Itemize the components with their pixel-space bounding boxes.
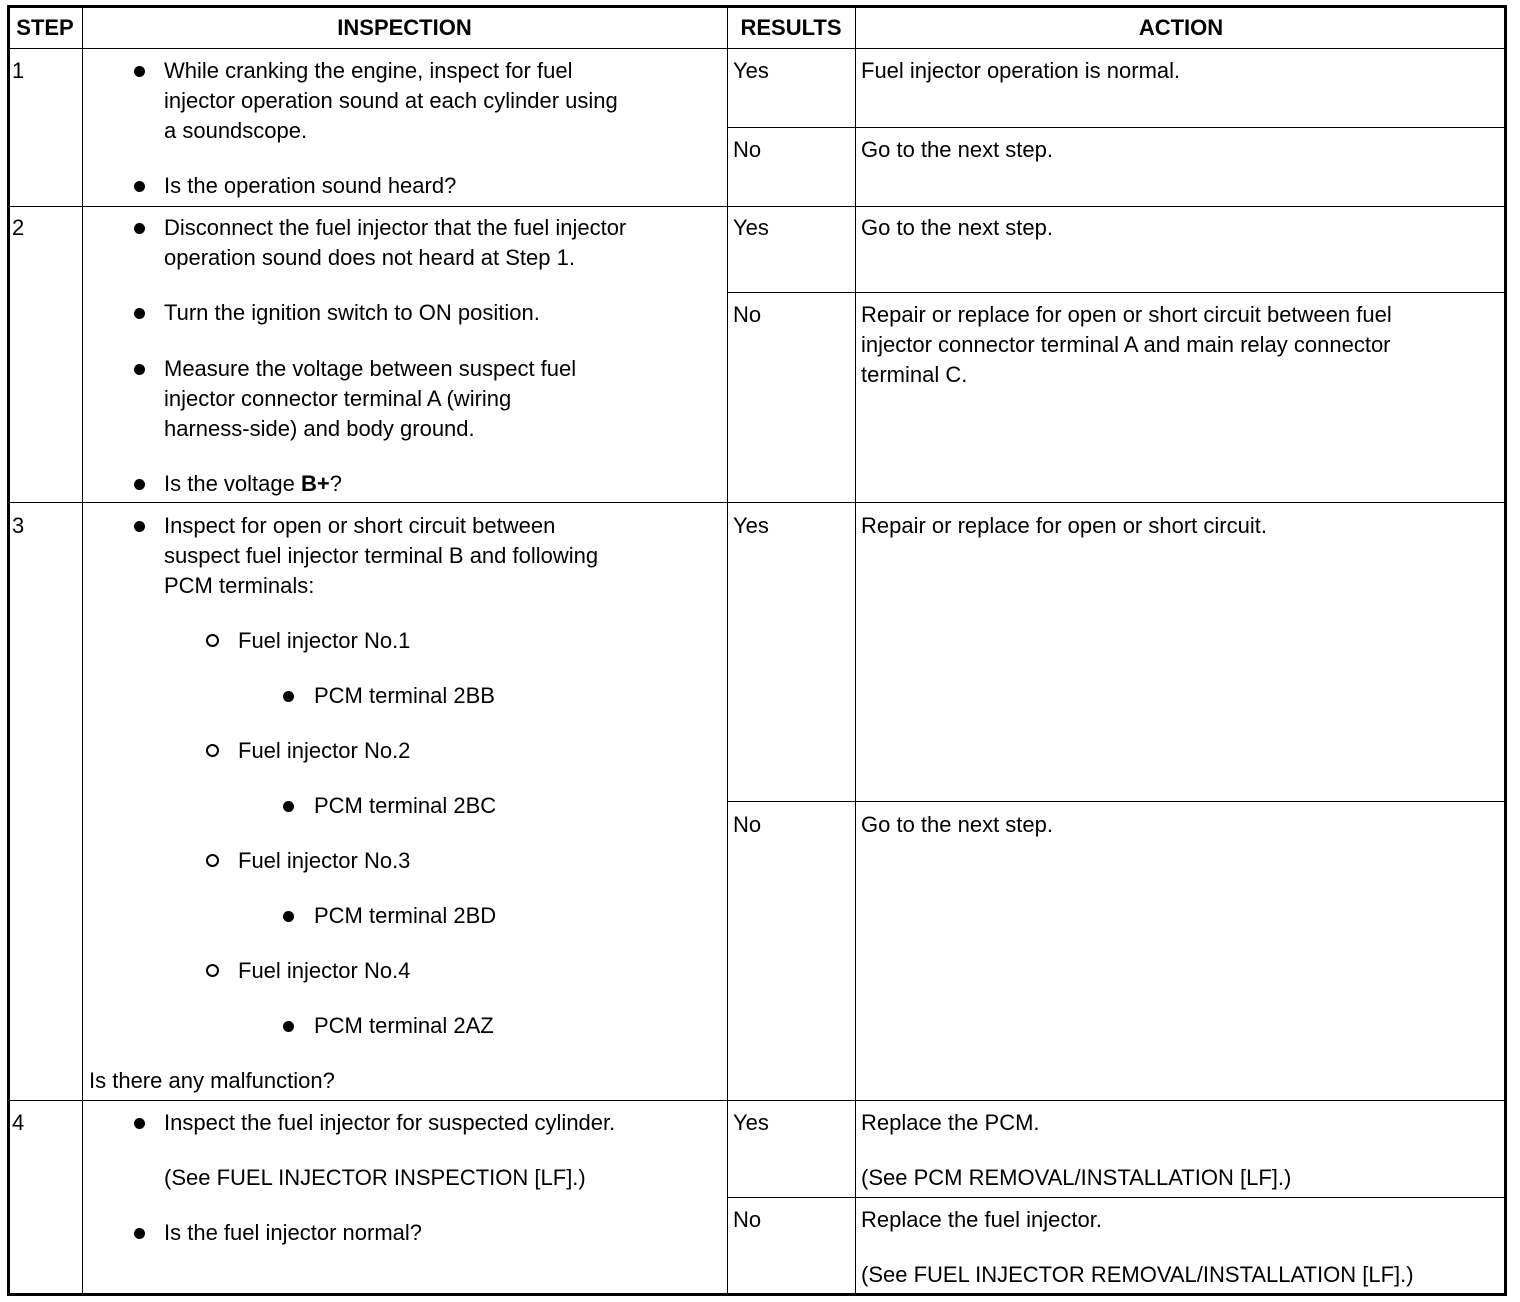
inspection-item bbox=[164, 469, 342, 499]
inspection-item: Inspect for open or short circuit between suspect fuel injector terminal B and following PCM terminals: bbox=[164, 513, 599, 598]
bullet-icon bbox=[283, 691, 294, 702]
circle-bullet-icon bbox=[206, 854, 219, 867]
circle-bullet-icon bbox=[206, 964, 219, 977]
column-divider bbox=[727, 8, 728, 1296]
inspection-item: Is the operation sound heard? bbox=[164, 173, 457, 198]
step-number: 4 bbox=[12, 1110, 25, 1135]
column-divider bbox=[82, 8, 83, 1296]
step-number: 3 bbox=[12, 513, 25, 538]
row-divider bbox=[8, 502, 1507, 503]
circle-bullet-icon bbox=[206, 744, 219, 757]
header-action: ACTION bbox=[1138, 15, 1224, 40]
row-divider bbox=[8, 206, 1507, 207]
result-no: No bbox=[733, 1207, 762, 1232]
step-number: 1 bbox=[12, 58, 25, 83]
row-divider bbox=[8, 48, 1507, 49]
inspection-item: Turn the ignition switch to ON position. bbox=[164, 300, 540, 325]
pcm-terminal-item: PCM terminal 2BB bbox=[314, 683, 495, 708]
inspection-question: Is there any malfunction? bbox=[89, 1068, 335, 1093]
bullet-icon bbox=[283, 1021, 294, 1032]
inspection-reference: (See FUEL INJECTOR INSPECTION [LF].) bbox=[164, 1165, 586, 1190]
subrow-divider bbox=[727, 127, 1507, 128]
bullet-icon bbox=[134, 479, 145, 490]
subrow-divider bbox=[727, 801, 1507, 802]
bullet-icon bbox=[283, 911, 294, 922]
action-text: Fuel injector operation is normal. bbox=[861, 58, 1181, 83]
injector-item: Fuel injector No.1 bbox=[238, 628, 411, 653]
result-yes: Yes bbox=[733, 1110, 769, 1135]
bullet-icon bbox=[134, 181, 145, 192]
circle-bullet-icon bbox=[206, 634, 219, 647]
injector-item: Fuel injector No.2 bbox=[238, 738, 411, 763]
pcm-terminal-item: PCM terminal 2BC bbox=[314, 793, 497, 818]
step-number: 2 bbox=[12, 215, 25, 240]
bullet-icon bbox=[134, 1228, 145, 1239]
row-divider bbox=[8, 1100, 1507, 1101]
result-no: No bbox=[733, 812, 762, 837]
bullet-icon bbox=[134, 521, 145, 532]
header-inspection: INSPECTION bbox=[337, 15, 472, 40]
result-yes: Yes bbox=[733, 58, 769, 83]
result-no: No bbox=[733, 302, 762, 327]
inspection-item: Measure the voltage between suspect fuel injector connector terminal A (wiring harness-side) and body ground. bbox=[164, 356, 577, 441]
header-step: STEP bbox=[16, 15, 74, 40]
question-mark: ? bbox=[329, 471, 342, 496]
action-text: Repair or replace for open or short circuit between fuel injector connector terminal A and main relay connector terminal C. bbox=[861, 302, 1392, 387]
action-text: Go to the next step. bbox=[861, 215, 1054, 240]
bullet-icon bbox=[134, 364, 145, 375]
bullet-icon bbox=[283, 801, 294, 812]
subrow-divider bbox=[727, 1197, 1507, 1198]
pcm-terminal-item: PCM terminal 2BD bbox=[314, 903, 497, 928]
action-reference: (See FUEL INJECTOR REMOVAL/INSTALLATION [LF].) bbox=[861, 1262, 1414, 1287]
action-text: Repair or replace for open or short circuit. bbox=[861, 513, 1267, 538]
injector-item: Fuel injector No.4 bbox=[238, 958, 411, 983]
bullet-icon bbox=[134, 223, 145, 234]
action-text: Replace the fuel injector. bbox=[861, 1207, 1102, 1232]
header-results: RESULTS bbox=[740, 15, 842, 40]
bullet-icon bbox=[134, 1118, 145, 1129]
inspection-item: While cranking the engine, inspect for fuel injector operation sound at each cylinder using a soundscope. bbox=[164, 58, 618, 143]
action-text: Go to the next step. bbox=[861, 812, 1054, 837]
bullet-icon bbox=[134, 308, 145, 319]
result-yes: Yes bbox=[733, 513, 769, 538]
bullet-icon bbox=[134, 66, 145, 77]
voltage-value: B+ bbox=[300, 471, 330, 496]
pcm-terminal-item: PCM terminal 2AZ bbox=[314, 1013, 494, 1038]
result-no: No bbox=[733, 137, 762, 162]
subrow-divider bbox=[727, 292, 1507, 293]
inspection-item: Is the fuel injector normal? bbox=[164, 1220, 423, 1245]
inspection-item: Inspect the fuel injector for suspected cylinder. bbox=[164, 1110, 616, 1135]
action-text: Replace the PCM. bbox=[861, 1110, 1040, 1135]
injector-item: Fuel injector No.3 bbox=[238, 848, 411, 873]
inspection-item: Disconnect the fuel injector that the fuel injector operation sound does not heard at Step 1. bbox=[164, 215, 627, 270]
action-text: Go to the next step. bbox=[861, 137, 1054, 162]
question-text: Is the voltage bbox=[164, 471, 301, 496]
column-divider bbox=[855, 8, 856, 1296]
action-reference: (See PCM REMOVAL/INSTALLATION [LF].) bbox=[861, 1165, 1292, 1190]
result-yes: Yes bbox=[733, 215, 769, 240]
